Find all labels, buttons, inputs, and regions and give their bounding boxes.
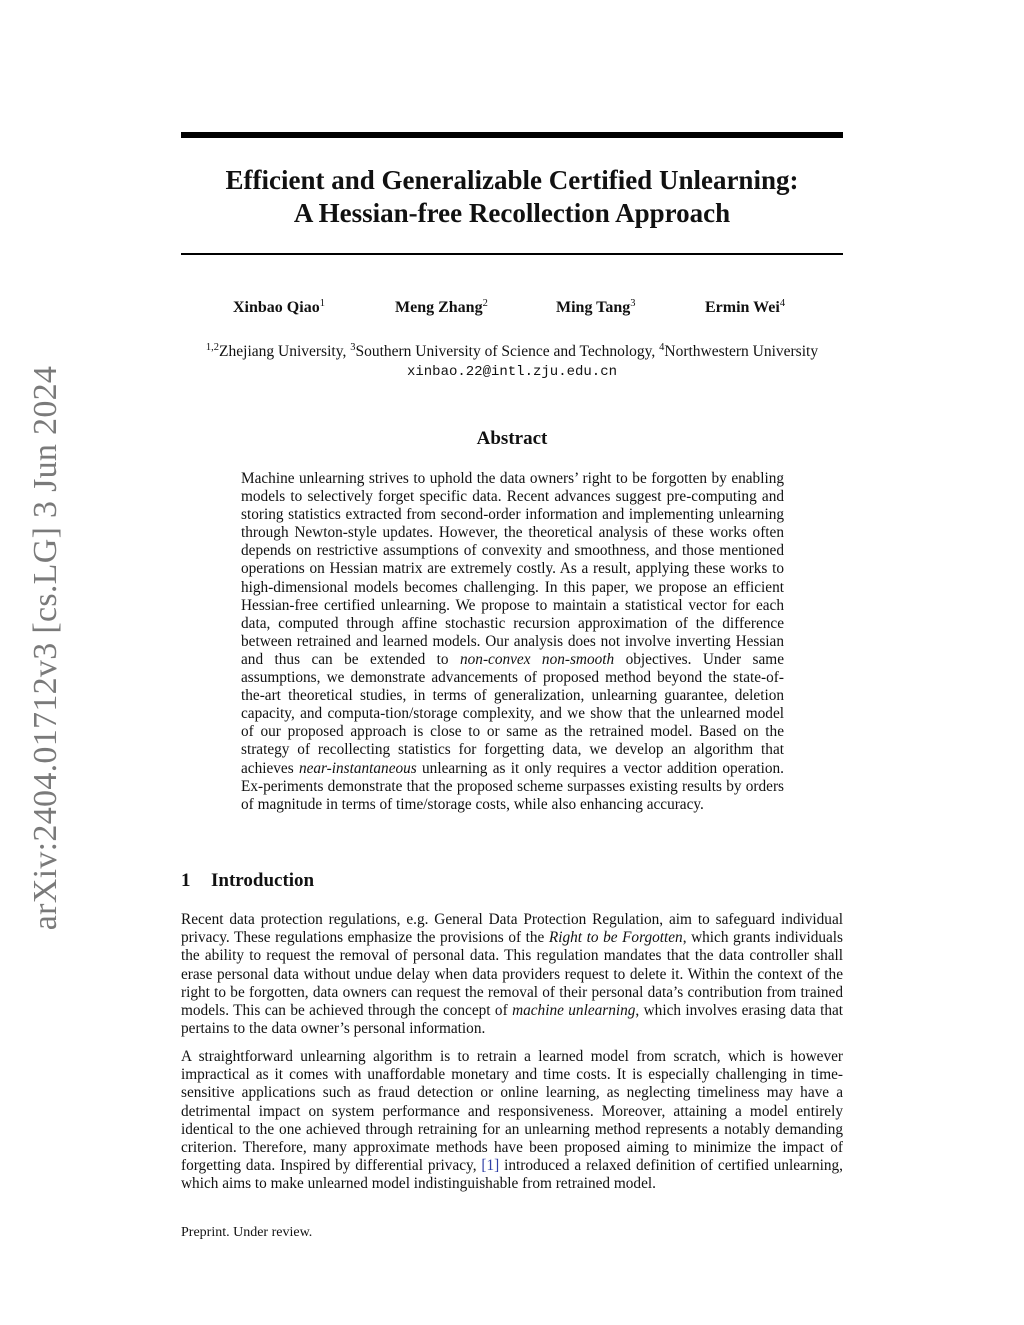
paragraph-text: , which grants individuals the ability to request the removal of personal data. This regulation mandates that the data controller shall erase personal data without undue delay when data providers request to delete it. Within the context of the right to be forgotten, data owners can request the removal of their personal data’s contribution from trained models. This can be achieved through the concept of: [181, 929, 843, 1020]
author-name: Ermin Wei: [705, 299, 780, 316]
author-affiliation-mark: 4: [779, 298, 786, 309]
author-2: [395, 299, 488, 317]
author-4: [705, 299, 785, 317]
author-name: Xinbao Qiao: [233, 299, 320, 316]
author-3: [556, 299, 636, 317]
arxiv-identifier-stamp: arXiv:2404.01712v3 [cs.LG] 3 Jun 2024: [27, 365, 64, 931]
paper-title-line-1: Efficient and Generalizable Certified Unlearning:: [225, 165, 799, 195]
author-name: Ming Tang: [556, 299, 631, 316]
paper-title: [181, 164, 843, 230]
author-affiliation-mark: 1: [319, 298, 325, 309]
paragraph-text: introduced a relaxed definition of certified unlearning, which aims to make unlearned model indistinguishable from retrained model.: [181, 1157, 843, 1193]
affiliation-text: Southern University of Science and Technology,: [355, 343, 660, 360]
paragraph-text: A straightforward unlearning algorithm is to retrain a learned model from scratch, which is however impractical as it comes with unaffordable monetary and time costs. It is especially challenging in time-sensitive applications such as fraud detection or online learning, as neglecting timeliness may have a detrimental impact on system performance and responsiveness. Moreover, attaining a model entirely identical to the one achieved through retraining for an unlearning method represents a notably demanding criterion. Therefore, many approximate methods have been proposed aiming to minimize the impact of forgetting data. Inspired by differential privacy,: [181, 1048, 843, 1175]
paragraph-emphasis: machine unlearning: [512, 1002, 636, 1020]
section-number: 1: [181, 870, 191, 891]
title-bottom-rule: [181, 253, 843, 255]
section-title: Introduction: [211, 870, 315, 891]
affiliation-text: Northwestern University: [664, 343, 819, 360]
author-name: Meng Zhang: [395, 299, 483, 316]
abstract-text: Machine unlearning strives to uphold the data owners’ right to be forgotten by enabling models to selectively forget specific data. Recent advances suggest pre-computing and storing statistics extracted from second-order information and implementing unlearning through Newton-style updates. However, the theoretical analysis of these works often depends on restrictive assumptions of convexity and smoothness, and those mentioned operations on Hessian matrix are extremely costly. As a result, applying these works to high-dimensional models becomes challenging. In this paper, we propose an efficient Hessian-free certified unlearning. We propose to maintain a statistical vector for each data, computed through affine stochastic recursion approximation of the difference between retrained and learned models. Our analysis does not involve inverting Hessian and thus can be extended to: [241, 470, 784, 668]
author-affiliation-mark: 3: [630, 298, 636, 309]
affiliation-mark: 3: [350, 342, 356, 353]
author-affiliation-mark: 2: [482, 298, 488, 309]
author-1: [233, 299, 325, 317]
paragraph-text: Recent data protection regulations, e.g. General Data Protection Regulation, aim to safeguard individual privacy. These regulations emphasize the provisions of the: [181, 911, 843, 947]
affiliations: [181, 343, 843, 361]
section-heading-introduction: [181, 870, 314, 892]
abstract-body: [241, 470, 784, 814]
citation-link[interactable]: [1]: [481, 1157, 500, 1175]
abstract-heading: Abstract: [476, 428, 548, 449]
affiliation-mark: 4: [659, 342, 665, 353]
abstract-emphasis: non-convex non-smooth: [460, 650, 615, 668]
affiliation-mark: 1,2: [205, 342, 220, 353]
abstract-text: unlearning as it only requires a vector addition operation. Ex-periments demonstrate that the proposed scheme surpasses existing results by orders of magnitude in terms of time/storage costs, while also enhancing accuracy.: [241, 759, 785, 813]
title-top-rule: [181, 132, 843, 138]
preprint-footer-note: Preprint. Under review.: [181, 1225, 313, 1240]
contact-email[interactable]: xinbao.22@intl.zju.edu.cn: [406, 364, 618, 380]
paragraph-emphasis: Right to be Forgotten: [548, 929, 683, 947]
affiliation-text: Zhejiang University,: [219, 343, 351, 360]
paragraph-text: , which involves erasing data that pertains to the data owner’s personal information.: [181, 1002, 844, 1038]
abstract-emphasis: near-instantaneous: [298, 759, 417, 777]
intro-paragraph-1: [181, 911, 843, 1038]
abstract-text: objectives. Under same assumptions, we demonstrate advancements of proposed method beyond the state-of-the-art theoretical studies, in terms of generalization, unlearning guarantee, deletion capacity, and computa-tion/storage complexity, and we show that the unlearned model of our proposed approach is close to or same as the retrained model. Based on the strategy of recollecting statistics for forgetting data, we develop an algorithm that achieves: [241, 650, 784, 777]
intro-paragraph-2: [181, 1048, 843, 1194]
paper-title-line-2: A Hessian-free Recollection Approach: [293, 198, 731, 228]
